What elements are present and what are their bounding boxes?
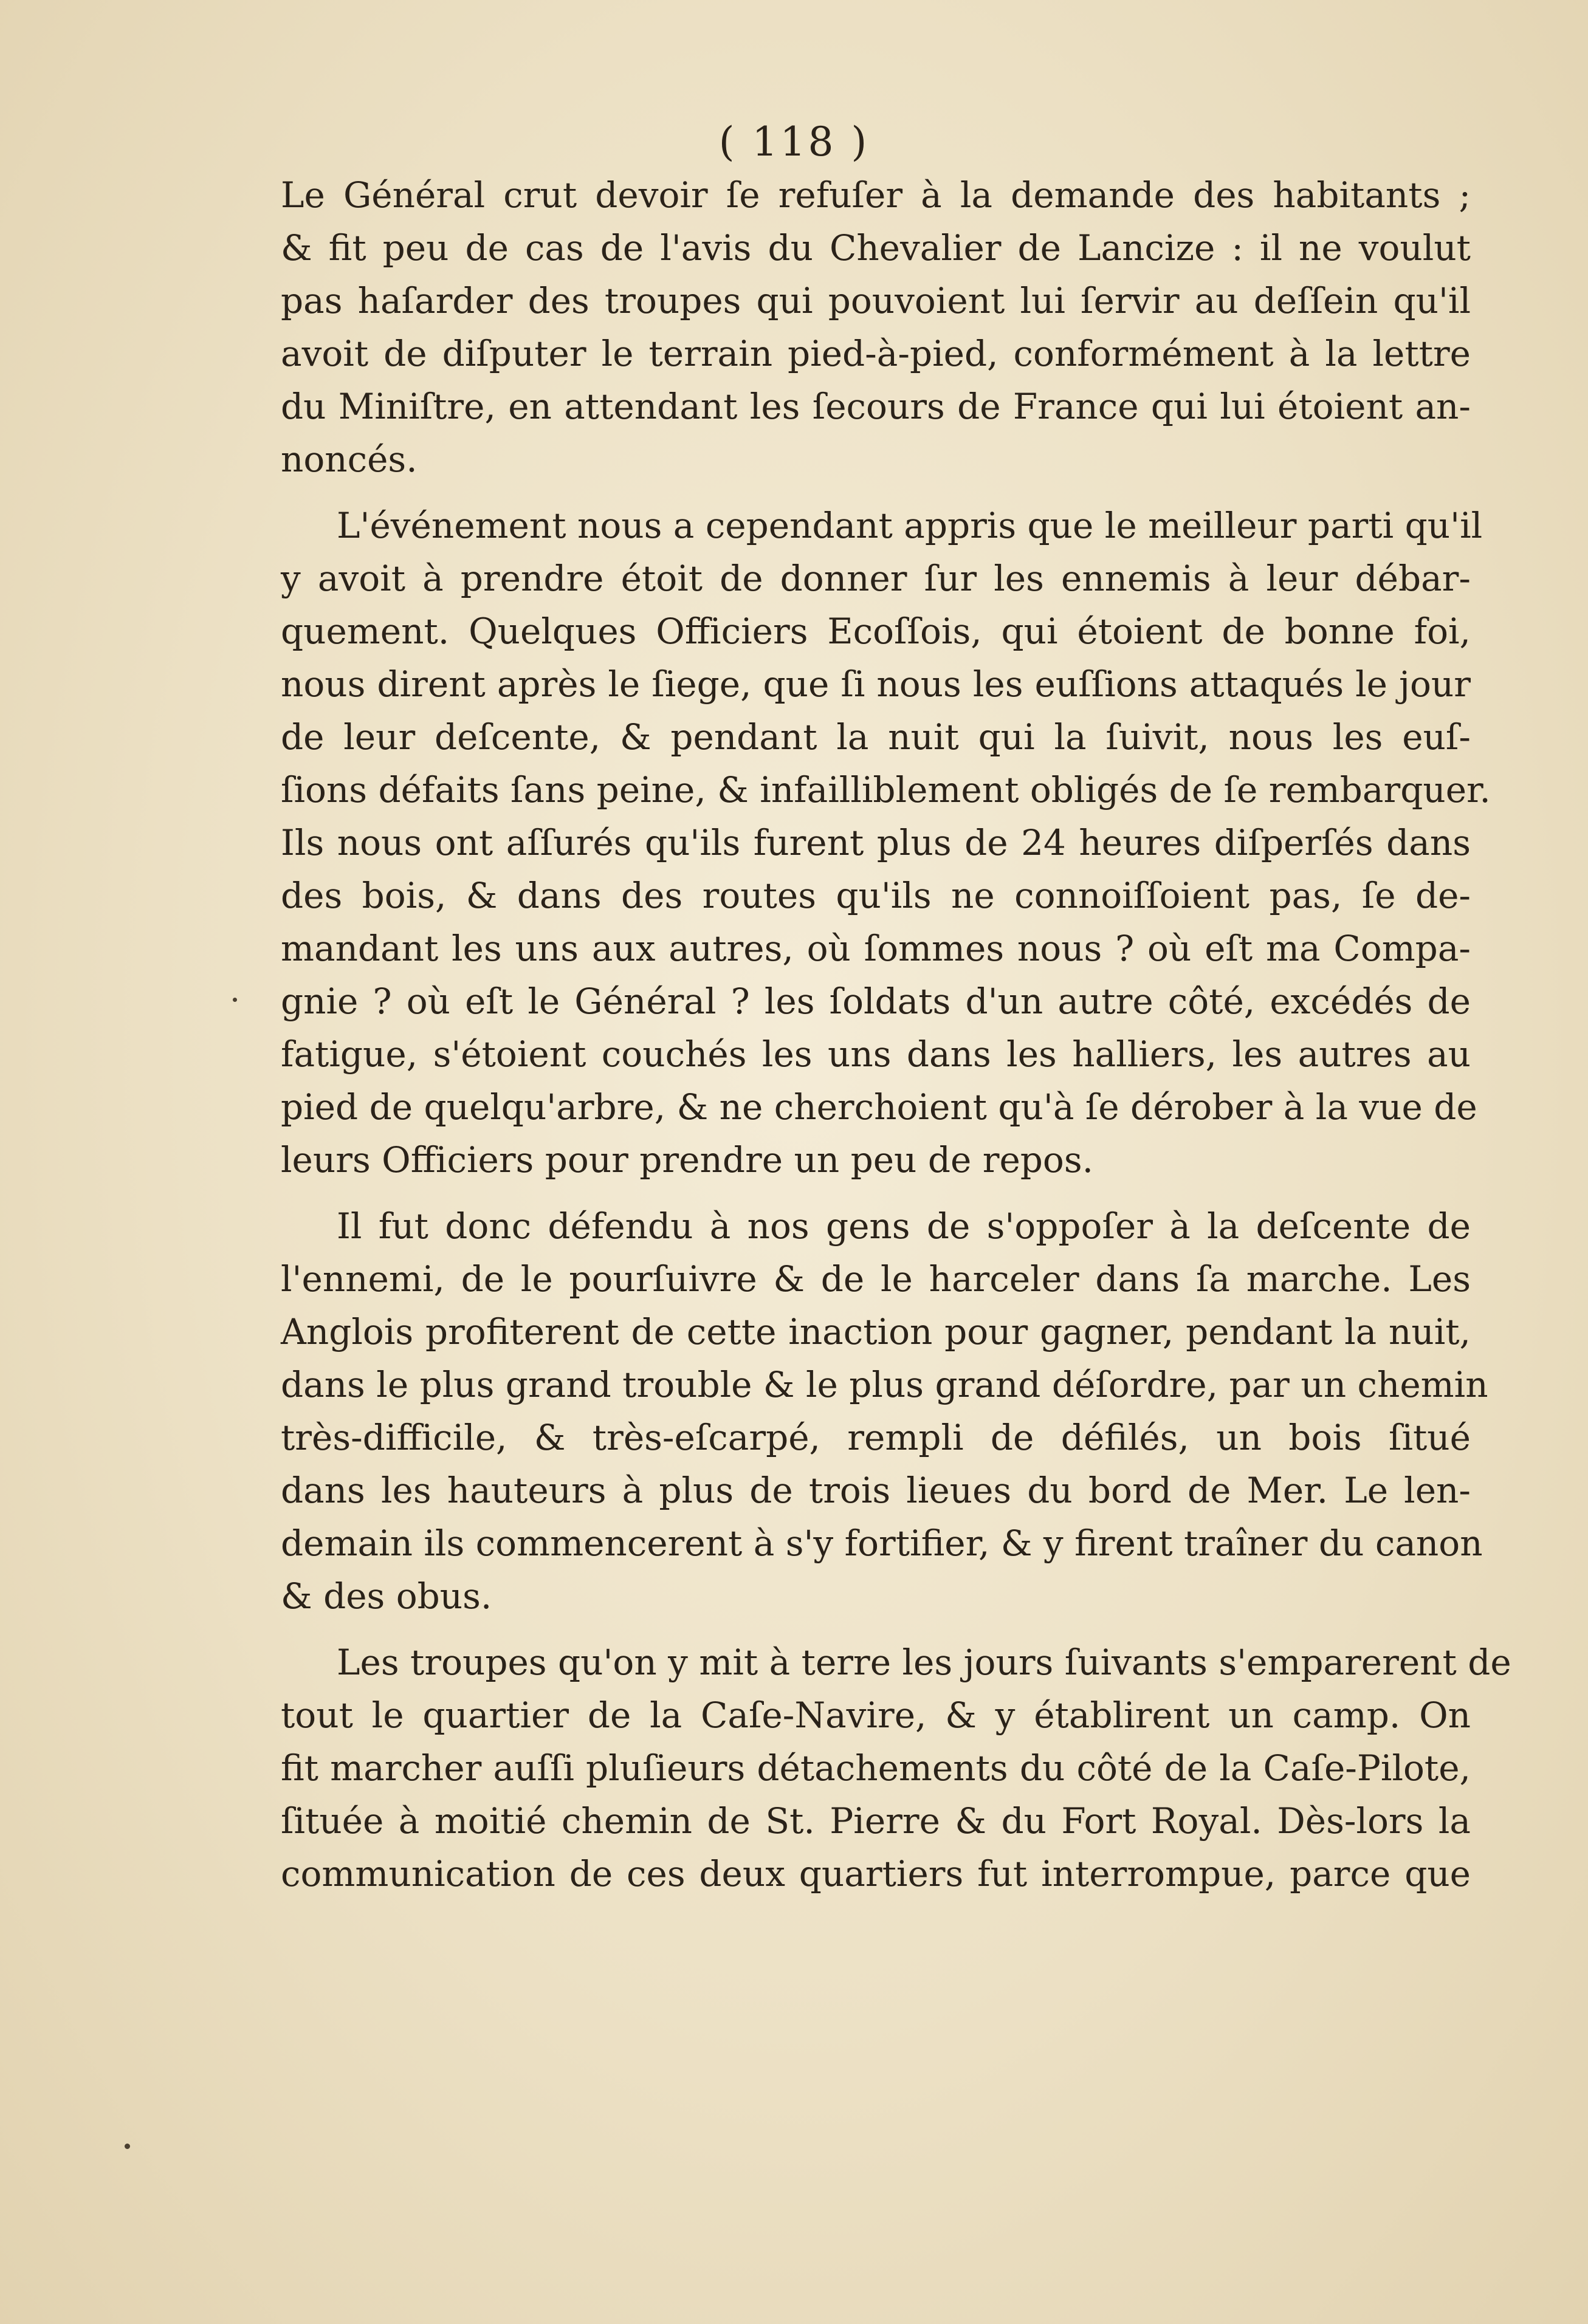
- text-line: ſions défaits ſans peine, & infailliblement obligés de ſe rembarquer.: [281, 769, 1491, 811]
- text-line: fit marcher auſſi pluſieurs détachements du côté de la Caſe-Pilote,: [281, 1747, 1471, 1789]
- body-text: [281, 169, 1511, 1901]
- text-line: noncés.: [281, 439, 418, 480]
- text-line: ſituée à moitié chemin de St. Pierre & du Fort Royal. Dès-lors la: [281, 1800, 1471, 1842]
- text-line: pas haſarder des troupes qui pouvoient lui ſervir au deſſein qu'il: [281, 280, 1471, 321]
- text-line: Anglois profiterent de cette inaction pour gagner, pendant la nuit,: [281, 1311, 1471, 1352]
- text-line: quement. Quelques Officiers Ecoſſois, qui étoient de bonne foi,: [281, 611, 1471, 652]
- text-line: très-difficile, & très-eſcarpé, rempli de défilés, un bois ſitué: [281, 1417, 1471, 1458]
- text-line: mandant les uns aux autres, où ſommes nous ? où eſt ma Compa-: [281, 928, 1471, 969]
- text-line: dans les hauteurs à plus de trois lieues du bord de Mer. Le len-: [281, 1470, 1471, 1511]
- text-line: tout le quartier de la Caſe-Navire, & y établirent un camp. On: [281, 1695, 1471, 1736]
- text-line: fatigue, s'étoient couchés les uns dans les halliers, les autres au: [281, 1033, 1471, 1075]
- paragraph-2: [281, 499, 1491, 1187]
- text-line: Les troupes qu'on y mit à terre les jours ſuivants s'emparerent de: [337, 1642, 1511, 1683]
- text-line: demain ils commencerent à s'y fortifier, & y firent traîner du canon: [281, 1523, 1483, 1564]
- text-line: nous dirent après le ſiege, que ſi nous les euſſions attaqués le jour: [281, 663, 1471, 705]
- text-line: des bois, & dans des routes qu'ils ne connoiſſoient pas, ſe de-: [281, 875, 1471, 916]
- text-line: gnie ? où eſt le Général ? les ſoldats d'un autre côté, excédés de: [281, 981, 1471, 1022]
- text-line: du Miniſtre, en attendant les ſecours de France qui lui étoient an-: [281, 386, 1471, 427]
- text-line: pied de quelqu'arbre, & ne cherchoient qu'à ſe dérober à la vue de: [281, 1086, 1477, 1128]
- text-line: avoit de diſputer le terrain pied-à-pied, conformément à la lettre: [281, 333, 1471, 374]
- text-line: dans le plus grand trouble & le plus grand déſordre, par un chemin: [281, 1364, 1488, 1405]
- paragraph-3: [281, 1200, 1488, 1623]
- text-line: l'ennemi, de le pourſuivre & de le harceler dans ſa marche. Les: [281, 1258, 1471, 1300]
- text-line: communication de ces deux quartiers fut interrompue, parce que: [281, 1853, 1471, 1894]
- page-number: ( 118 ): [718, 118, 870, 165]
- paragraph-1: [281, 169, 1471, 486]
- ink-speck: [125, 2144, 130, 2149]
- text-line: Il fut donc défendu à nos gens de s'oppoſer à la deſcente de: [337, 1205, 1471, 1247]
- text-line: y avoit à prendre étoit de donner ſur les ennemis à leur débar-: [281, 558, 1471, 599]
- paragraph-4: [281, 1636, 1511, 1901]
- text-line: & fit peu de cas de l'avis du Chevalier de Lancize : il ne voulut: [281, 227, 1471, 269]
- text-line: leurs Officiers pour prendre un peu de repos.: [281, 1139, 1094, 1181]
- ink-speck: [233, 998, 237, 1002]
- text-line: L'événement nous a cependant appris que le meilleur parti qu'il: [337, 505, 1483, 546]
- text-line: Le Général crut devoir ſe refuſer à la demande des habitants ;: [281, 174, 1471, 216]
- text-line: de leur deſcente, & pendant la nuit qui la ſuivit, nous les euſ-: [281, 716, 1471, 758]
- text-line: & des obus.: [281, 1575, 492, 1617]
- text-line: Ils nous ont aſſurés qu'ils furent plus de 24 heures diſperſés dans: [281, 822, 1471, 863]
